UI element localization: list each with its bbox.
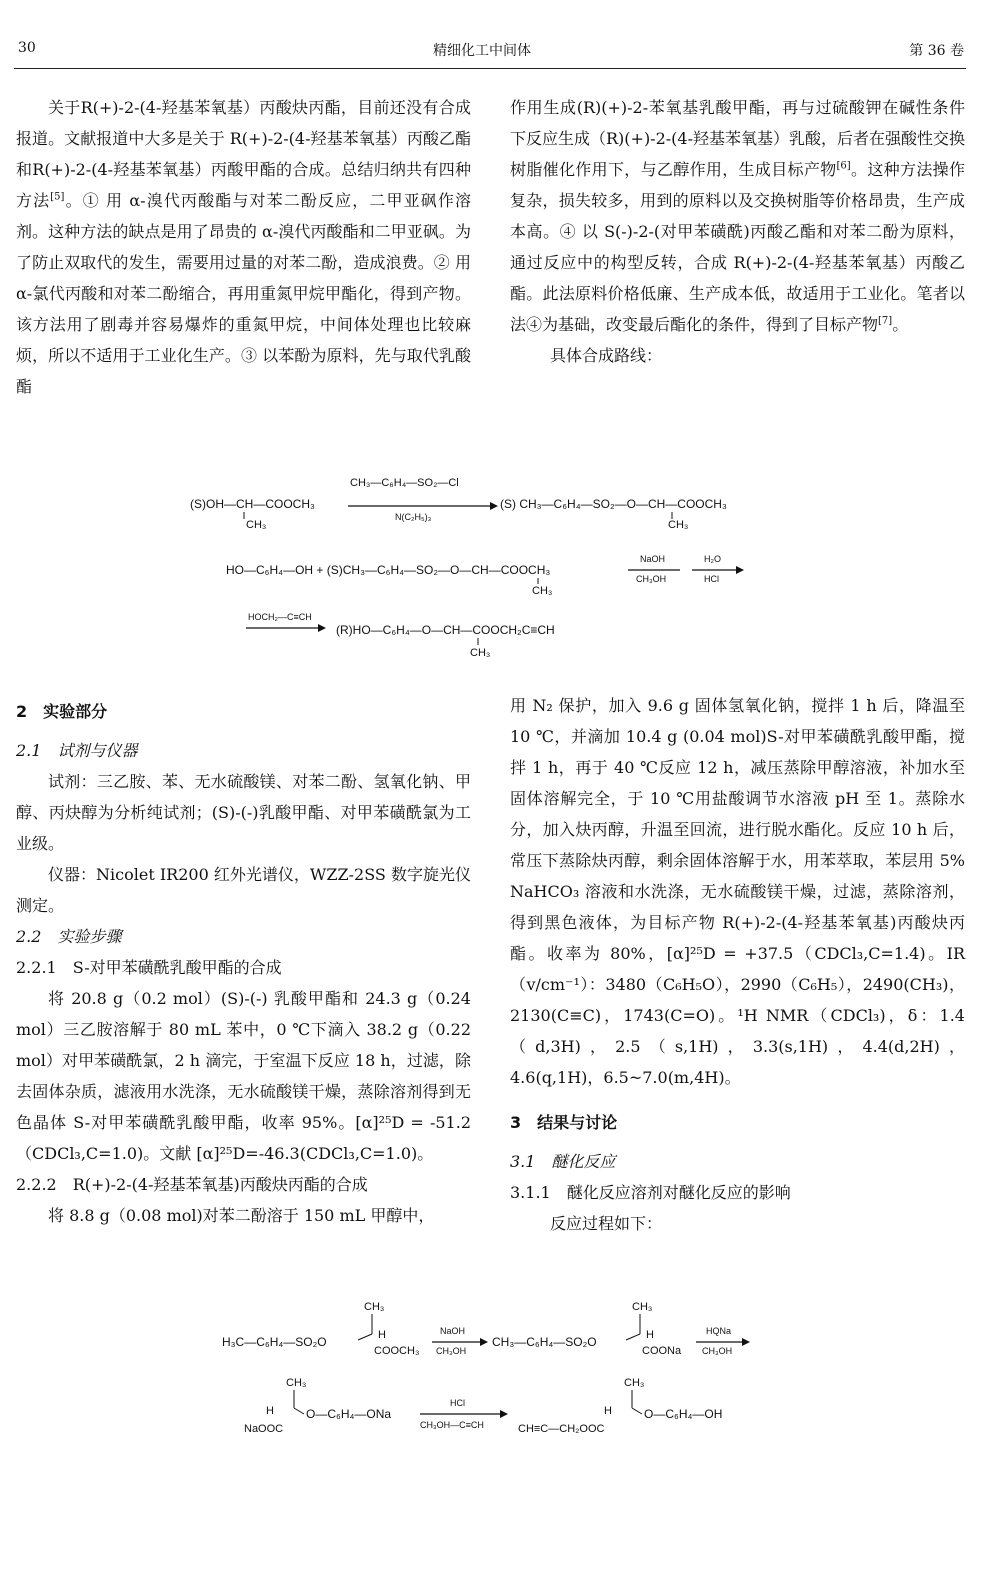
ref-5: [5] (50, 191, 65, 203)
synthesis-scheme-1 (0, 462, 1000, 677)
section-2-2-2-title: 2.2.2 R(+)-2-(4-羟基苯氧基)丙酸炔丙酯的合成 (16, 1175, 368, 1194)
journal-title: 精细化工中间体 (433, 43, 531, 59)
section-2-2-1-title: 2.2.1 S-对甲苯磺酰乳酸甲酯的合成 (16, 958, 282, 977)
section-2-title: 2 实验部分 (16, 702, 108, 721)
method-text-a: 作用生成(R)(+)-2-苯氧基乳酸甲酯，再与过硫酸钾在碱性条件下反应生成（R)(+)-2-(4-羟基苯氧基）乳酸，后者在强酸性交换树脂催化作用下，与乙醇作用，生成目标产物 (510, 98, 966, 179)
intro-text-a: 关于R(+)-2-(4-羟基苯氧基）丙酸炔丙酯，目前还没有合成报道。文献报道中大多是关于 R(+)-2-(4-羟基苯氧基）丙酸乙酯和R(+)-2-(4-羟基苯氧基）丙酸甲酯的合成。总结归纳共有四种方法 (16, 98, 471, 210)
s2-r1-reagent2-bottom: CH₃OH (702, 1346, 733, 1356)
s1-r2-reagent2-bottom: HCl (704, 574, 719, 584)
s1-r1-reactant: (S)OH—CH—COOCH₃ (190, 497, 315, 511)
section-2-1-title: 2.1 试剂与仪器 (16, 741, 138, 760)
procedure-2-2-2-start: 将 8.8 g（0.08 mol)对苯二酚溶于 150 mL 甲醇中， (48, 1206, 435, 1225)
intro-text-b: 。① 用 α-溴代丙酸酯与对苯二酚反应，二甲亚砜作溶剂。这种方法的缺点是用了昂贵的 α-溴代丙酸酯和二甲亚砜。为了防止双取代的发生，需要用过量的对苯二酚，造成浪费。② 用 α-氯代丙酸和对苯二酚缩合，再用重氮甲烷甲酯化，得到产物。该方法用了剧毒并容易爆炸的重氮甲烷，中间体处理也比较麻烦，所以不适用于工业化生产。③ 以苯酚为原料，先与取代乳酸酯 (16, 191, 471, 396)
ref-6: [6] (836, 160, 851, 172)
right-column-top (510, 92, 965, 371)
s1-r1-product: (S) CH₃—C₆H₄—SO₂—O—CH—COOCH₃ (500, 497, 727, 511)
s2-r2-prod-me: CH₃ (624, 1377, 645, 1389)
s1-r2-left-me: CH₃ (532, 585, 553, 597)
s2-r1-prod-left: CH₃—C₆H₄—SO₂O (492, 1335, 597, 1349)
ref-7: [7] (878, 315, 893, 327)
s1-r3-reagent: HOCH₂—C≡CH (248, 612, 312, 622)
s2-r1-h: H (378, 1329, 386, 1341)
s2-r2-reagent-bottom: CH₃OH—C≡CH (420, 1420, 484, 1430)
header-rule (14, 68, 966, 69)
page-number: 30 (18, 40, 36, 56)
page-header (18, 40, 964, 62)
s2-r1-left: H₃C—C₆H₄—SO₂O (222, 1335, 327, 1349)
process-caption: 反应过程如下： (550, 1214, 663, 1233)
s2-r1-me: CH₃ (364, 1301, 385, 1313)
s1-r3-product: (R)HO—C₆H₄—O—CH—COOCH₂C≡CH (336, 623, 555, 637)
section-3-title: 3 结果与讨论 (510, 1113, 618, 1132)
s1-r1-product-me: CH₃ (668, 519, 689, 531)
method-paragraph (510, 92, 965, 340)
volume-label: 第 36 卷 (909, 43, 964, 59)
s2-r2-salt: NaOOC (244, 1423, 284, 1435)
s2-r1-prod-h: H (646, 1329, 654, 1341)
intro-paragraph (16, 92, 471, 402)
right-column-bottom (510, 690, 965, 1239)
s2-r2-prod-ester: CH≡C—CH₂OOC (518, 1423, 605, 1435)
s1-r1-reagent-top: CH₃—C₆H₄—SO₂—Cl (350, 477, 459, 489)
synthesis-scheme-2 (0, 1290, 1000, 1450)
left-column-bottom (16, 690, 471, 1231)
s2-r1-reagent-top: NaOH (440, 1326, 466, 1336)
s1-r2-reagent2-top: H₂O (704, 554, 721, 564)
reagents-paragraph: 试剂：三乙胺、苯、无水硫酸镁、对苯二酚、氢氧化钠、甲醇、丙炔醇为分析纯试剂；(S)-(-)乳酸甲酯、对甲苯磺酰氯为工业级。 (16, 772, 471, 853)
procedure-2-2-2-cont: 用 N₂ 保护，加入 9.6 g 固体氢氧化钠，搅拌 1 h 后，降温至 10 ℃，并滴加 10.4 g (0.04 mol)S-对甲苯磺酰乳酸甲酯，搅拌 1 h，再于 40 ℃反应 12 h，减压蒸除甲醇溶液，补加水至固体溶解完全，于 10 ℃用盐酸调节水溶液 pH 至 1。蒸除水分，加入炔丙醇，升温至回流，进行脱水酯化。反应 10 h 后，常压下蒸除炔丙醇，剩余固体溶解于水，用苯萃取，苯层用 5% NaHCO₃ 溶液和水洗涤，无水硫酸镁干燥，过滤，蒸除溶剂，得到黑色液体，为目标产物 R(+)-2-(4-羟基苯氧基)丙酸炔丙酯。收率为 80%，[α]²⁵D = +37.5（CDCl₃,C=1.4)。IR（v/cm⁻¹）：3480（C₆H₅O），2990（C₆H₅），2490(CH₃)，2130(C≡C)，1743(C=O)。¹H NMR（CDCl₃)，δ：1.4（d,3H)，2.5（s,1H)，3.3(s,1H)，4.4(d,2H)，4.6(q,1H)，6.5~7.0(m,4H)。 (510, 696, 965, 1087)
instruments-paragraph: 仪器：Nicolet IR200 红外光谱仪，WZZ-2SS 数字旋光仪测定。 (16, 865, 471, 915)
s2-r1-reagent2-top: HQNa (706, 1326, 732, 1336)
s2-r2-h: H (266, 1405, 274, 1417)
s2-r1-prod-me: CH₃ (632, 1301, 653, 1313)
s2-r2-prod-right: O—C₆H₄—OH (644, 1407, 723, 1421)
route-caption: 具体合成路线： (550, 346, 663, 365)
s2-r2-me: CH₃ (286, 1377, 307, 1389)
s1-r1-reactant-me: CH₃ (246, 519, 267, 531)
s2-r1-ester: COOCH₃ (374, 1345, 420, 1357)
s2-r2-prod-h: H (604, 1405, 612, 1417)
method-text-b: 。这种方法操作复杂，损失较多，用到的原料以及交换树脂等价格昂贵，生产成本高。④ 以 S(-)-2-(对甲苯磺酰)丙酸乙酯和对苯二酚为原料，通过反应中的构型反转，合成 R(+)-2-(4-羟基苯氧基）丙酸乙酯。此法原料价格低廉、生产成本低，故适用于工业化。笔者以法④为基础，改变最后酯化的条件，得到了目标产物 (510, 160, 965, 334)
s1-r2-reagent1-top: NaOH (640, 554, 666, 564)
s2-r1-prod-salt: COONa (642, 1345, 682, 1357)
s2-r1-reagent-bottom: CH₃OH (436, 1346, 467, 1356)
section-2-2-title: 2.2 实验步骤 (16, 927, 122, 946)
s1-r1-reagent-bottom: N(C₂H₅)₃ (395, 512, 432, 522)
s1-r2-reagent1-bottom: CH₃OH (636, 574, 667, 584)
section-3-1-1-title: 3.1.1 醚化反应溶剂对醚化反应的影响 (510, 1183, 791, 1202)
left-column-top (16, 92, 471, 402)
method-text-c: 。 (892, 315, 909, 334)
procedure-2-2-1: 将 20.8 g（0.2 mol）(S)-(-) 乳酸甲酯和 24.3 g（0.24 mol）三乙胺溶解于 80 mL 苯中，0 ℃下滴入 38.2 g（0.22 mol）对甲苯磺酰氯，2 h 滴完，于室温下反应 18 h，过滤，除去固体杂质，滤液用水洗涤，无水硫酸镁干燥，蒸除溶剂得到无色晶体 S-对甲苯磺酰乳酸甲酯，收率 95%。[α]²⁵D = -51.2（CDCl₃,C=1.0)。文献 [α]²⁵D=-46.3(CDCl₃,C=1.0)。 (16, 989, 471, 1163)
s1-r2-left: HO—C₆H₄—OH + (S)CH₃—C₆H₄—SO₂—O—CH—COOCH₃ (226, 563, 551, 577)
s2-r2-right: O—C₆H₄—ONa (306, 1407, 392, 1421)
section-3-1-title: 3.1 醚化反应 (510, 1152, 616, 1171)
s2-r2-reagent-top: HCl (450, 1398, 465, 1408)
s1-r3-product-me: CH₃ (470, 647, 491, 659)
